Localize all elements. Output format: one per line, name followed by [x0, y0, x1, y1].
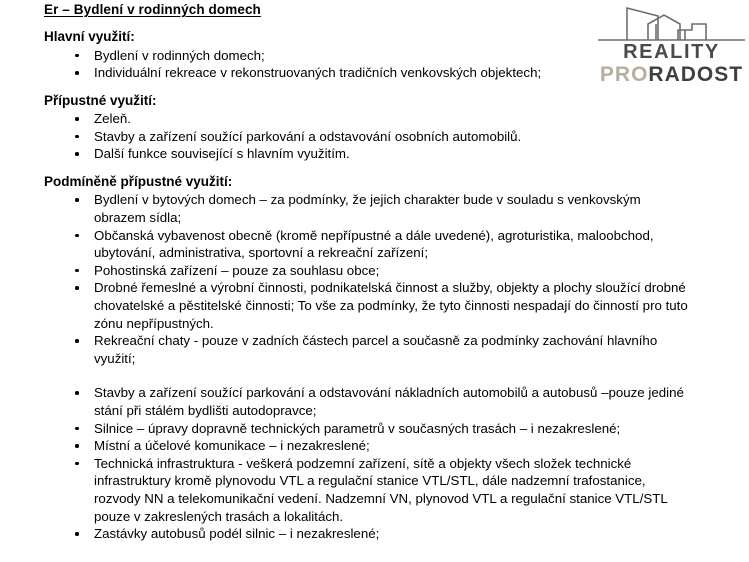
list-item-text: Místní a účelové komunikace – i nezakreslené;: [94, 438, 370, 454]
bullet-list: [0, 110, 749, 163]
list-item: [94, 420, 689, 438]
list-item: [94, 110, 689, 128]
section-heading: Přípustné využití:: [44, 92, 157, 108]
list-item-text: Bydlení v rodinných domech;: [94, 47, 265, 63]
list-item: [94, 525, 689, 543]
list-item-text: Pohostinská zařízení – pouze za souhlasu obce;: [94, 262, 380, 278]
company-logo: [596, 2, 747, 86]
list-item-text: Rekreační chaty - pouze v zadních částech parcel a současně za podmínky zachování hlavního využití;: [94, 333, 658, 366]
bullet-list: [0, 191, 749, 367]
section-pripustne-vyuziti: [0, 92, 749, 163]
bullet-dot-icon: [75, 391, 79, 395]
bullet-dot-icon: [75, 286, 79, 290]
logo-text-pro: PRO: [599, 63, 649, 86]
list-item-text: Individuální rekreace v rekonstruovaných tradičních venkovských objektech;: [94, 65, 542, 81]
bullet-dot-icon: [75, 152, 79, 156]
list-item: [94, 227, 689, 262]
section-podminene-pripustne-vyuziti: [0, 173, 749, 543]
bullet-group-spacer: [0, 367, 749, 384]
bullet-dot-icon: [75, 462, 79, 466]
list-item: [94, 191, 689, 226]
section-spacer: [0, 163, 749, 173]
list-item: [94, 145, 689, 163]
list-item: [94, 279, 689, 332]
list-item: [94, 128, 689, 146]
list-item-text: Další funkce související s hlavním využitím.: [94, 146, 350, 162]
list-item: [94, 437, 689, 455]
bullet-dot-icon: [75, 71, 79, 75]
bullet-dot-icon: [75, 269, 79, 273]
list-item: [94, 262, 689, 280]
bullet-dot-icon: [75, 54, 79, 58]
list-item-text: Technická infrastruktura - veškerá podzemní zařízení, sítě a objekty všech složek technické infrastruktury kromě plynovodu VTL a regulační stanice VTL/STL, dále nadzemní trafostanice, rozvody NN a telekomunikační vedení. Nadzemní VN, plynovod VTL a regulační stanice VTL/STL pouze v zakreslených trasách a lokalitách.: [94, 455, 668, 524]
building-skyline-icon: [596, 2, 747, 42]
bullet-dot-icon: [75, 117, 79, 121]
bullet-dot-icon: [75, 427, 79, 431]
list-item-text: Stavby a zařízení soužící parkování a odstavování nákladních automobilů a autobusů –pouze jediné stání při stálém bydlišti autodopravce;: [94, 385, 684, 418]
bullet-dot-icon: [75, 234, 79, 238]
bullet-dot-icon: [75, 339, 79, 343]
bullet-dot-icon: [75, 198, 79, 202]
list-item-text: Občanská vybavenost obecně (kromě nepřípustné a dále uvedené), agroturistika, maloobchod, ubytování, administrativa, sportovní a rekreační zařízení;: [94, 227, 654, 261]
bullet-dot-icon: [75, 532, 79, 536]
document-content: [0, 28, 749, 543]
bullet-list-continued: [0, 384, 749, 542]
bullet-dot-icon: [75, 135, 79, 139]
list-item-text: Zeleň.: [94, 111, 131, 127]
logo-wordmark: [596, 42, 747, 85]
logo-text-reality: REALITY: [623, 41, 720, 63]
page-title: Er – Bydlení v rodinných domech: [44, 2, 261, 17]
list-item-text: Zastávky autobusů podél silnic – i nezakreslené;: [94, 526, 380, 542]
list-item-text: Stavby a zařízení soužící parkování a odstavování osobních automobilů.: [94, 128, 522, 144]
list-item: [94, 332, 689, 367]
bullet-dot-icon: [75, 444, 79, 448]
logo-text-radost: RADOST: [648, 63, 744, 86]
list-item: [94, 455, 689, 525]
list-item-text: Bydlení v bytových domech – za podmínky, že jejich charakter bude v souladu s venkovským obrazem sídla;: [94, 192, 641, 226]
list-item: [94, 384, 689, 419]
section-heading: Hlavní využití:: [44, 29, 135, 44]
logo-text-proradost: [596, 64, 747, 85]
list-item-text: Silnice – úpravy dopravně technických parametrů v současných trasách – i nezakreslené;: [94, 420, 621, 436]
list-item-text: Drobné řemeslné a výrobní činnosti, podnikatelská činnost a služby, objekty a plochy sloužící drobné chovatelské a pěstitelské činnosti; To vše za podmínky, že tyto činnosti nespadají do činností pro tuto zónu nepřípustných.: [94, 280, 688, 331]
section-heading: Podmíněně přípustné využití:: [44, 173, 233, 189]
